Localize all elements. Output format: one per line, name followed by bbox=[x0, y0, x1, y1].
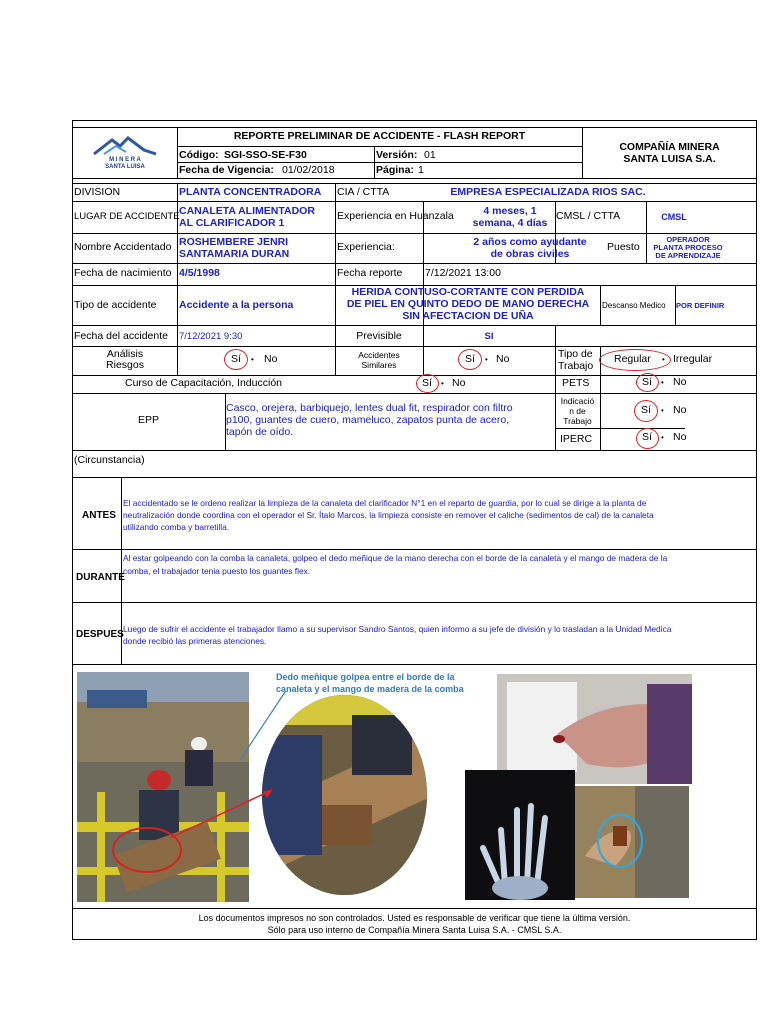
curso-si-option: Sí bbox=[422, 377, 432, 389]
circunstancia-label: (Circunstancia) bbox=[74, 454, 145, 466]
analisis-label-line2: Riesgos bbox=[106, 359, 144, 371]
divider bbox=[555, 325, 556, 450]
photo-caption-line2: canaleta y el mango de madera de la comba bbox=[276, 684, 464, 694]
division-label: DIVISION bbox=[74, 186, 121, 198]
exp-huanzala-value-line2: semana, 4 días bbox=[472, 217, 548, 229]
division-value: PLANTA CONCENTRADORA bbox=[179, 186, 322, 198]
version-value: 01 bbox=[424, 149, 436, 161]
bullet-separator: • bbox=[661, 378, 664, 387]
similares-no-option: No bbox=[496, 353, 510, 365]
descanso-label: Descanso Medico bbox=[602, 301, 666, 310]
bullet-separator: • bbox=[251, 355, 254, 364]
similares-label-line1: Accidentes bbox=[358, 350, 400, 360]
divider bbox=[177, 346, 178, 375]
indicacion-si-option: Sí bbox=[641, 404, 651, 416]
irregular-option: Irregular bbox=[673, 353, 713, 365]
analisis-si-option: Sí bbox=[231, 353, 241, 365]
divider bbox=[72, 908, 757, 909]
despues-text-line2: donde recibió las primeras atenciones. bbox=[123, 636, 267, 646]
exp-huanzala-label: Experiencia en Huanzala bbox=[337, 210, 454, 222]
divider bbox=[72, 127, 757, 128]
lugar-value-line2: AL CLARIFICADOR 1 bbox=[179, 217, 285, 229]
xray-photo bbox=[465, 770, 575, 900]
epp-value-line2: p100, guantes de cuero, mameluco, zapatos punta de acero, bbox=[226, 414, 510, 426]
hand-photo bbox=[497, 674, 692, 784]
puesto-label: Puesto bbox=[607, 241, 640, 253]
logo-text-minera: M I N E R A bbox=[109, 157, 141, 163]
page-value: 1 bbox=[418, 164, 424, 176]
divider bbox=[72, 450, 757, 451]
divider bbox=[423, 346, 424, 375]
date-label: Fecha de Vigencia: bbox=[179, 164, 274, 176]
fecha-accidente-value: 7/12/2021 9:30 bbox=[179, 331, 243, 342]
footer-line2: Sólo para uso interno de Compañía Minera Santa Luisa S.A. - CMSL S.A. bbox=[267, 925, 562, 935]
herida-line1: HERIDA CONTUSO-CORTANTE CON PERDIDA bbox=[351, 286, 585, 298]
exp-value-line2: de obras civiles bbox=[490, 248, 570, 260]
selected-mark-circle bbox=[416, 374, 439, 393]
bullet-separator: • bbox=[661, 406, 664, 415]
despues-label: DESPUES bbox=[76, 629, 124, 640]
photo-caption-line1: Dedo meñique golpea entre el borde de la bbox=[276, 672, 455, 682]
lugar-value-line1: CANALETA ALIMENTADOR bbox=[179, 205, 315, 217]
pets-label: PETS bbox=[562, 377, 590, 389]
cmsl-value: CMSL bbox=[661, 212, 687, 222]
code-label: Código: bbox=[179, 149, 219, 161]
divider bbox=[72, 602, 757, 603]
nombre-value-line1: ROSHEMBERE JENRI bbox=[179, 236, 289, 248]
divider bbox=[72, 233, 757, 234]
date-value: 01/02/2018 bbox=[282, 164, 335, 176]
herida-line3: SIN AFECTACION DE UÑA bbox=[402, 310, 534, 322]
lugar-label: LUGAR DE ACCIDENTE bbox=[74, 211, 180, 222]
durante-text-line1: Al estar golpeando con la comba la canaleta, golpeo el dedo meñique de la mano derecha con el borde de la canaleta y el mango de madera de la bbox=[123, 553, 668, 563]
page-label: Página: bbox=[376, 164, 414, 176]
divider bbox=[72, 183, 757, 184]
reporte-label: Fecha reporte bbox=[337, 267, 403, 279]
divider bbox=[177, 183, 178, 346]
curso-label: Curso de Capacitación, Inducción bbox=[124, 377, 282, 389]
selected-mark-circle bbox=[458, 349, 482, 370]
pets-si-option: Sí bbox=[642, 376, 652, 388]
previsible-label: Previsible bbox=[356, 330, 402, 342]
divider bbox=[423, 201, 424, 346]
code-value: SGI-SSO-SE-F30 bbox=[224, 149, 307, 161]
iperc-no-option: No bbox=[673, 431, 687, 443]
descanso-value: POR DEFINIR bbox=[676, 301, 725, 310]
indicacion-no-option: No bbox=[673, 404, 687, 416]
nacimiento-value: 4/5/1998 bbox=[179, 267, 220, 279]
selected-mark-circle bbox=[634, 400, 658, 422]
mountain-logo-icon bbox=[92, 134, 158, 158]
durante-label: DURANTE bbox=[76, 572, 125, 583]
fecha-accidente-label: Fecha del accidente bbox=[74, 330, 168, 342]
nacimiento-label: Fecha de nacimiento bbox=[74, 267, 172, 279]
pets-no-option: No bbox=[673, 376, 687, 388]
tipo-value: Accidente a la persona bbox=[179, 299, 294, 311]
puesto-value-line2: PLANTA PROCESO bbox=[653, 243, 723, 252]
tipo-label: Tipo de accidente bbox=[74, 299, 157, 311]
curso-no-option: No bbox=[452, 377, 466, 389]
bullet-separator: • bbox=[485, 355, 488, 364]
cia-label: CIA / CTTA bbox=[337, 186, 390, 198]
antes-text-line2: neutralización donde coordina con el operador el Sr. Ítalo Marcos, la limpieza consiste en remover el caliche (sedimentos de cal) de la canaleta bbox=[123, 510, 654, 520]
logo-text-santa-luisa: SANTA LUISA bbox=[105, 164, 145, 170]
antes-text-line3: utilizando comba y barretilla. bbox=[123, 522, 230, 532]
nombre-label: Nombre Accidentado bbox=[74, 241, 172, 253]
selected-mark-circle bbox=[224, 349, 248, 370]
exp-huanzala-value-line1: 4 meses, 1 bbox=[483, 205, 537, 217]
bullet-separator: • bbox=[661, 433, 664, 442]
footer-line1: Los documentos impresos no son controlados. Usted es responsable de verificar que tiene la última versión. bbox=[198, 913, 631, 923]
company-logo bbox=[92, 134, 158, 174]
herida-line2: DE PIEL EN QUINTO DEDO DE MANO DERECHA bbox=[346, 298, 590, 310]
divider bbox=[72, 263, 757, 264]
epp-label: EPP bbox=[137, 414, 159, 426]
report-title: REPORTE PRELIMINAR DE ACCIDENTE - FLASH REPORT bbox=[233, 130, 526, 142]
divider bbox=[374, 146, 375, 178]
divider bbox=[72, 549, 757, 550]
selected-mark-circle bbox=[636, 428, 659, 449]
iperc-label: IPERC bbox=[560, 433, 593, 445]
bullet-separator: • bbox=[441, 379, 444, 388]
similares-label-line2: Similares bbox=[361, 360, 397, 370]
cmsl-label: CMSL / CTTA bbox=[556, 210, 621, 222]
puesto-value-line3: DE APRENDIZAJE bbox=[655, 251, 721, 260]
divider bbox=[72, 346, 757, 347]
cia-value: EMPRESA ESPECIALIZADA RIOS SAC. bbox=[450, 186, 646, 198]
company-name-line2: SANTA LUISA S.A. bbox=[623, 153, 716, 165]
exp-value-line1: 2 años como ayudante bbox=[473, 236, 587, 248]
bullet-separator: • bbox=[662, 355, 665, 364]
antes-text-line1: El accidentado se le ordeno realizar la limpieza de la canaleta del clarificador N°1 en el reparto de guardia, por lo cual se dirige a la planta de bbox=[123, 498, 647, 508]
divider bbox=[600, 285, 601, 325]
similares-si-option: Sí bbox=[465, 353, 475, 365]
analisis-no-option: No bbox=[264, 353, 278, 365]
exp-label: Experiencia: bbox=[337, 241, 395, 253]
regular-option: Regular bbox=[614, 353, 651, 365]
iperc-si-option: Sí bbox=[642, 431, 652, 443]
version-label: Versión: bbox=[376, 149, 418, 161]
analisis-label-line1: Análisis bbox=[106, 348, 144, 360]
pointer-arrows bbox=[60, 660, 290, 860]
divider bbox=[555, 428, 685, 429]
injury-photo bbox=[575, 786, 689, 898]
durante-text-line2: comba, el trabajador tenia puesto los guantes flex. bbox=[123, 566, 311, 576]
tipo-trabajo-label-line2: Trabajo bbox=[558, 360, 594, 372]
selected-mark-circle bbox=[599, 349, 671, 371]
indicacion-label-line3: Trabajo bbox=[563, 416, 592, 426]
antes-label: ANTES bbox=[82, 510, 116, 521]
indicacion-label-line1: Indicació bbox=[560, 396, 595, 406]
epp-value-line1: Casco, orejera, barbiquejo, lentes dual fit, respirador con filtro bbox=[226, 402, 513, 414]
selected-mark-circle bbox=[636, 373, 659, 392]
divider bbox=[72, 178, 757, 179]
nombre-value-line2: SANTAMARIA DURAN bbox=[179, 248, 290, 260]
divider bbox=[72, 477, 757, 478]
epp-value-line3: tapón de oído. bbox=[226, 426, 294, 438]
divider bbox=[177, 162, 582, 163]
divider bbox=[72, 201, 757, 202]
puesto-value-line1: OPERADOR bbox=[666, 235, 710, 244]
tipo-trabajo-label-line1: Tipo de bbox=[558, 348, 593, 360]
previsible-value: SI bbox=[484, 331, 494, 342]
despues-text-line1: Luego de sufrir el accidente el trabajador llamo a su supervisor Sandro Santos, quien informo a su jefe de división y lo trasladan a la Unidad Medica bbox=[123, 624, 672, 634]
company-name-line1: COMPAÑÍA MINERA bbox=[619, 141, 720, 153]
divider bbox=[72, 325, 757, 326]
indicacion-label-line2: n de bbox=[569, 406, 586, 416]
divider bbox=[72, 393, 757, 394]
reporte-value: 7/12/2021 13:00 bbox=[425, 267, 501, 279]
divider bbox=[177, 146, 582, 147]
